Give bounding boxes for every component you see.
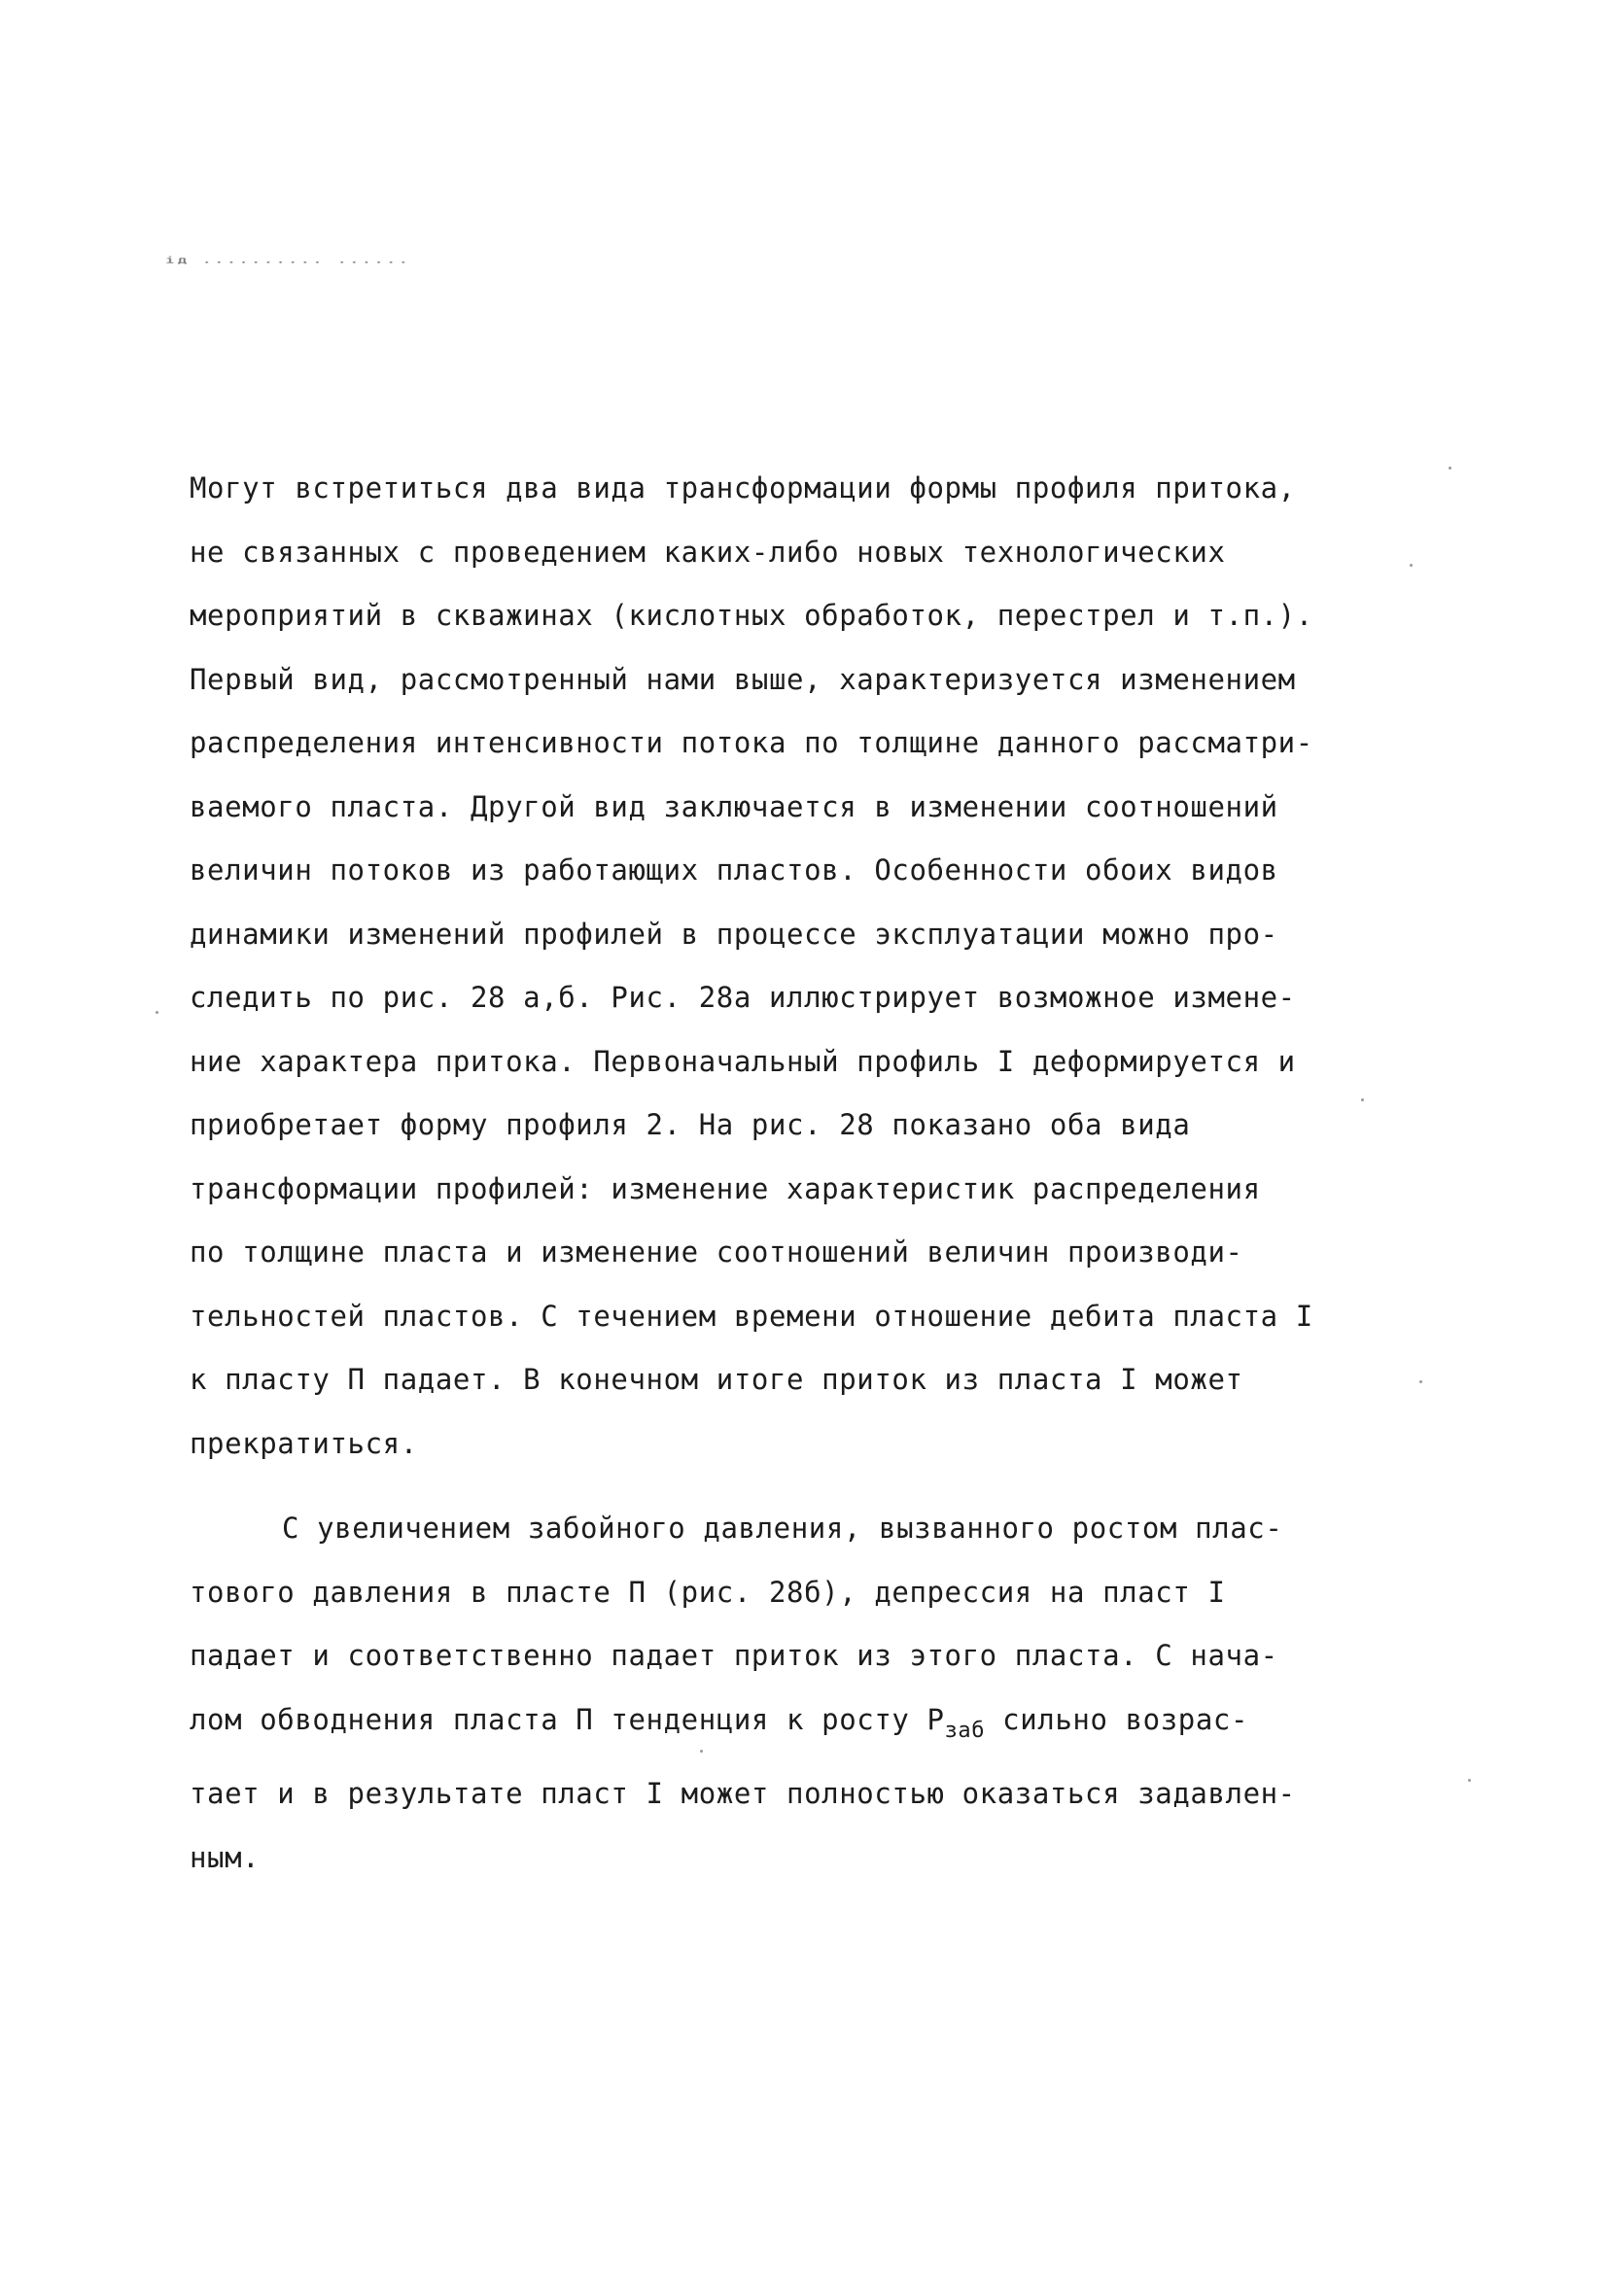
text-line: приобретает форму профиля 2. На рис. 28 показано оба вида (190, 1108, 1191, 1141)
text-line: С увеличением забойного давления, вызванного ростом плас- (282, 1512, 1283, 1545)
text-line: динамики изменений профилей в процессе эксплуатации можно про- (190, 917, 1278, 951)
scan-speck (700, 1750, 703, 1753)
text-line: распределения интенсивности потока по толщине данного рассматри- (190, 726, 1313, 759)
scan-speck (1419, 1380, 1422, 1383)
text-line: ние характера притока. Первоначальный профиль I деформируется и (190, 1044, 1296, 1078)
subscript-zab: заб (944, 1718, 986, 1743)
scan-speck (1468, 1779, 1471, 1782)
scan-speck (1361, 1098, 1364, 1101)
page-header: ід .......... ...... (165, 255, 411, 265)
text-line: тового давления в пласте П (рис. 28б), депрессия на пласт I (190, 1575, 1226, 1609)
text-line: Могут встретиться два вида трансформации формы профиля притока, (190, 471, 1296, 504)
text-line: падает и соответственно падает приток из этого пласта. С нача- (190, 1639, 1278, 1672)
text-segment: сильно возрас- (985, 1702, 1249, 1736)
text-line: ным. (190, 1840, 261, 1874)
text-line: Первый вид, рассмотренный нами выше, характеризуется изменением (190, 662, 1296, 696)
body-text (190, 457, 1463, 1890)
paragraph-2 (190, 1497, 1463, 1890)
text-line: величин потоков из работающих пластов. Особенности обоих видов (190, 853, 1278, 887)
paragraph-1 (190, 457, 1463, 1476)
scan-speck (156, 1011, 158, 1014)
scan-speck (1410, 564, 1413, 567)
text-line: ваемого пласта. Другой вид заключается в изменении соотношений (190, 789, 1278, 823)
text-line: трансформации профилей: изменение характеристик распределения (190, 1171, 1261, 1205)
text-line: не связанных с проведением каких-либо новых технологических (190, 535, 1226, 569)
text-line: мероприятий в скважинах (кислотных обработок, перестрел и т.п.). (190, 599, 1313, 632)
scan-speck (1449, 467, 1451, 470)
text-line-with-subscript (190, 1688, 1463, 1763)
text-line: тельностей пластов. С течением времени отношение дебита пласта I (190, 1299, 1313, 1333)
text-segment: лом обводнения пласта П тенденция к росту P (190, 1702, 945, 1736)
text-line: тает и в результате пласт I может полностью оказаться задавлен- (190, 1777, 1296, 1810)
text-line: к пласту П падает. В конечном итоге приток из пласта I может (190, 1363, 1243, 1396)
text-line: по толщине пласта и изменение соотношений величин производи- (190, 1235, 1243, 1269)
text-line: прекратиться. (190, 1426, 418, 1460)
text-line: следить по рис. 28 а,б. Рис. 28а иллюстрирует возможное измене- (190, 981, 1296, 1014)
